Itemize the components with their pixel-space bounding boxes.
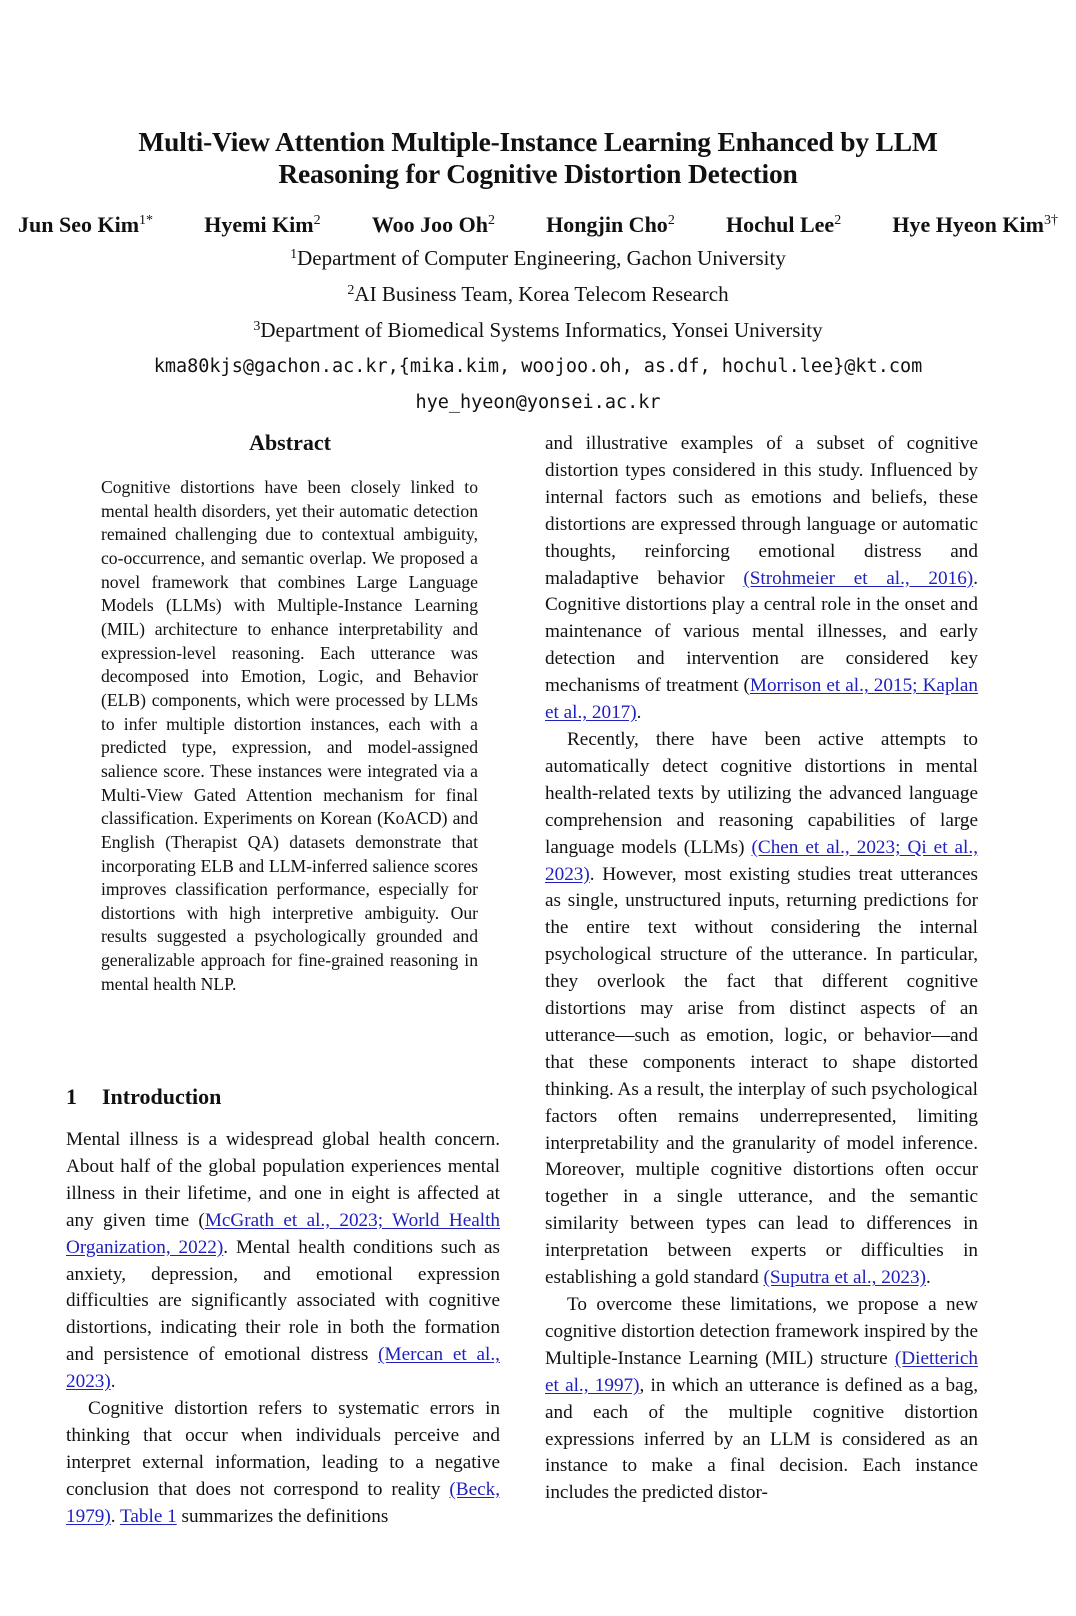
citation-link[interactable]: (Beck, 1979) (66, 1478, 500, 1527)
right-column-body (545, 431, 978, 1507)
affiliation: $^2$AI Business Team, Korea Telecom Research (347, 282, 729, 306)
author: Jun Seo Kim$^{1*}$ (18, 212, 154, 237)
paragraph-text: summarizes the definitions (176, 1505, 389, 1527)
citation-link[interactable]: (Strohmeier et al., 2016) (743, 567, 974, 589)
citation-link[interactable]: (Mercan et al., 2023) (66, 1344, 500, 1393)
paragraph: Mental illness is a widespread global health concern. About half of the global population experiences mental illness in their lifetime, and one in eight is affected at any given time (McGrath et al., 2023; World Health Organization, 2022). Mental health conditions such as anxiety, depression, and emotional expression difficulties are significantly associated with cognitive distortions, indicating their role in both the formation and persistence of emotional distress (Mercan et al., 2023). (66, 1129, 500, 1393)
paper-title (0, 126, 1076, 190)
author: Hye Hyeon Kim$^{3\dagger}$ (892, 212, 1058, 237)
section-number: 1 (66, 1084, 77, 1109)
citation-link[interactable]: McGrath et al., 2023; World Health Organization, 2022) (66, 1209, 500, 1258)
citation-link[interactable]: (Suputra et al., 2023) (763, 1267, 927, 1289)
author: Hongjin Cho$^2$ (546, 212, 675, 237)
paragraph: Cognitive distortion refers to systematic errors in thinking that occur when individuals perceive and interpret external information, leading to a negative conclusion that does not correspond to reality (Beck, 1979). Table 1 summarizes the definitions (66, 1398, 500, 1527)
citation-link[interactable]: (Chen et al., 2023; Qi et al., 2023) (545, 836, 978, 885)
affiliation: $^3$Department of Biomedical Systems Informatics, Yonsei University (253, 318, 823, 342)
author-emails: kma80kjs@gachon.ac.kr,{mika.kim, woojoo.oh, as.df, hochul.lee}@kt.com (153, 356, 923, 377)
paragraph-continued: and illustrative examples of a subset of cognitive distortion types considered in this study. Influenced by internal factors such as emotions and beliefs, these distortions are expressed through language or automatic thoughts, reinforcing emotional distress and maladaptive behavior (Strohmeier et al., 2016). Cognitive distortions play a central role in the onset and maintenance of various mental illnesses, and early detection and intervention are considered key mechanisms of treatment (Morrison et al., 2015; Kaplan et al., 2017). (545, 433, 978, 724)
author-emails: hye_hyeon@yonsei.ac.kr (415, 392, 661, 413)
affiliation: $^1$Department of Computer Engineering, Gachon University (290, 246, 786, 270)
author: Hyemi Kim$^2$ (204, 212, 321, 237)
paragraph: Recently, there have been active attempts to automatically detect cognitive distortions in mental health-related texts by utilizing the advanced language comprehension and reasoning capabilities of large language models (LLMs) (Chen et al., 2023; Qi et al., 2023). However, most existing studies treat utterances as single, unstructured inputs, returning predictions for the entire text without considering the internal psychological structure of the utterance. In particular, they overlook the fact that different cognitive distortions may arise from distinct aspects of an utterance—such as emotion, logic, or behavior—and that these components interact to shape distorted thinking. As a result, the interplay of such psychological factors often remains underrepresented, limiting interpretability and the granularity of model inference. Moreover, multiple cognitive distortions often occur together in a single utterance, and the semantic similarity between types can lead to differences in interpretation between experts or difficulties in establishing a gold standard (Suputra et al., 2023). (545, 728, 978, 1289)
table-reference-link[interactable]: Table 1 (120, 1505, 177, 1527)
paragraph: To overcome these limitations, we propose a new cognitive distortion detection framework inspired by the Multiple-Instance Learning (MIL) structure (Dietterich et al., 1997), in which an utterance is defined as a bag, and each of the multiple cognitive distortion expressions inferred by an LLM is considered as an instance to make a final decision. Each instance includes the predicted distor- (545, 1294, 978, 1504)
left-column-body (66, 1127, 500, 1531)
title-line-2: Reasoning for Cognitive Distortion Detection (278, 158, 798, 189)
author: Woo Joo Oh$^2$ (371, 212, 495, 237)
citation-link[interactable]: (Dietterich et al., 1997) (545, 1347, 978, 1396)
abstract-heading: Abstract (249, 430, 331, 455)
author: Hochul Lee$^2$ (726, 212, 842, 237)
citation-link[interactable]: Morrison et al., 2015; Kaplan et al., 2017) (545, 675, 978, 724)
section-title: Introduction (102, 1084, 222, 1109)
author-list (0, 212, 1076, 238)
abstract-text: Cognitive distortions have been closely linked to mental health disorders, yet their automatic detection remained challenging due to contextual ambiguity, co-occurrence, and semantic overlap. We proposed a novel framework that combines Large Language Models (LLMs) with Multiple-Instance Learning (MIL) architecture to enhance interpretability and expression-level reasoning. Each utterance was decomposed into Emotion, Logic, and Behavior (ELB) components, which were processed by LLMs to infer multiple distortion instances, each with a predicted type, expression, and model-assigned salience score. These instances were integrated via a Multi-View Gated Attention mechanism for final classification. Experiments on Korean (KoACD) and English (Therapist QA) datasets demonstrate that incorporating ELB and LLM-inferred salience scores improves classification performance, especially for distortions with high interpretive ambiguity. Our results suggested a psychologically grounded and generalizable approach for fine-grained reasoning in mental health NLP. (101, 477, 478, 994)
section-heading-introduction (66, 1084, 221, 1110)
title-line-1: Multi-View Attention Multiple-Instance Learning Enhanced by LLM (138, 126, 938, 157)
